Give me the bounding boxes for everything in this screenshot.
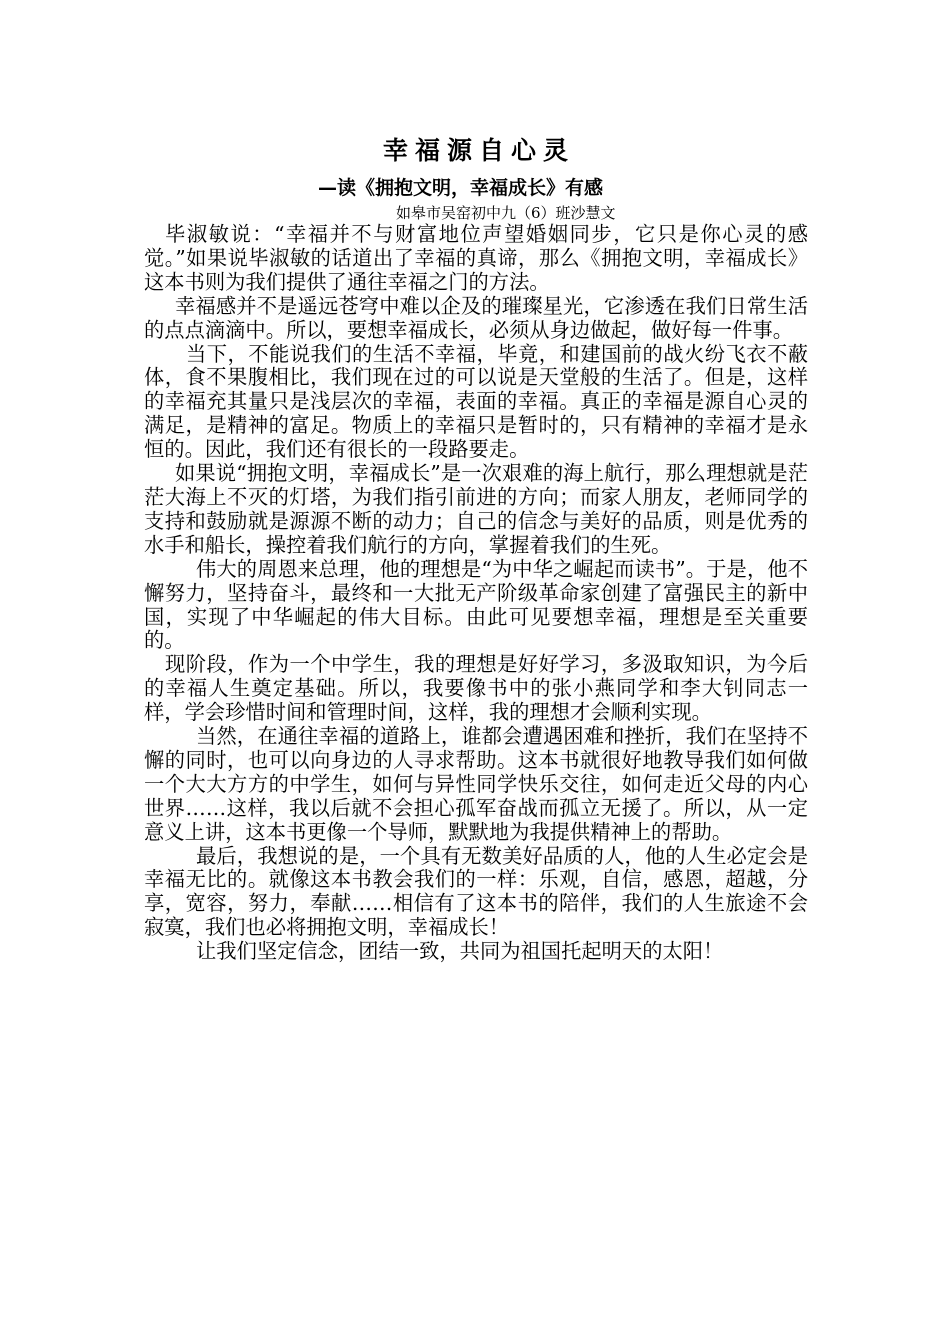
paragraph: 当然，在通往幸福的道路上，谁都会遭遇困难和挫折，我们在坚持不懈的同时，也可以向身边的人寻求帮助。这本书就很好地教导我们如何做一个大大方方的中学生，如何与异性同学快乐交往，如何走近父母的内心世界……这样，我以后就不会担心孤军奋战而孤立无援了。所以，从一定意义上讲，这本书更像一个导师，默默地为我提供精神上的帮助。 — [144, 724, 808, 844]
essay-author: 如皋市吴窑初中九（6）班沙慧文 — [396, 204, 616, 222]
paragraph: 当下，不能说我们的生活不幸福，毕竟，和建国前的战火纷飞衣不蔽体，食不果腹相比，我们现在过的可以说是天堂般的生活了。但是，这样的幸福充其量只是浅层次的幸福，表面的幸福。真正的幸福是源自心灵的满足，是精神的富足。物质上的幸福只是暂时的，只有精神的幸福才是永恒的。因此，我们还有很长的一段路要走。 — [144, 341, 808, 462]
paragraph: 如果说“拥抱文明，幸福成长”是一次艰难的海上航行，那么理想就是茫茫大海上不灭的灯塔，为我们指引前进的方向；而家人朋友，老师同学的支持和鼓励就是源源不断的动力；自己的信念与美好的品质，则是优秀的水手和船长，操控着我们航行的方向，掌握着我们的生死。 — [144, 461, 808, 557]
paragraph: 伟大的周恩来总理，他的理想是“为中华之崛起而读书”。于是，他不懈努力，坚持奋斗，最终和一大批无产阶级革命家创建了富强民主的新中国，实现了中华崛起的伟大目标。由此可见要想幸福，理想是至关重要的。 — [144, 556, 808, 653]
essay-body — [144, 223, 808, 964]
paragraph: 最后，我想说的是，一个具有无数美好品质的人，他的人生必定会是幸福无比的。就像这本书教会我们的一样：乐观，自信，感恩，超越，分享，宽容，努力，奉献……相信有了这本书的陪伴，我们的人生旅途不会寂寞，我们也必将拥抱文明，幸福成长！ — [144, 843, 808, 940]
paragraph: 现阶段，作为一个中学生，我的理想是好好学习，多汲取知识，为今后的幸福人生奠定基础。所以，我要像书中的张小燕同学和李大钊同志一样，学会珍惜时间和管理时间，这样，我的理想才会顺利实现。 — [144, 652, 808, 725]
essay-title: 幸福源自心灵 — [382, 136, 575, 165]
paragraph: 毕淑敏说：“幸福并不与财富地位声望婚姻同步，它只是你心灵的感觉。”如果说毕淑敏的话道出了幸福的真谛，那么《拥抱文明，幸福成长》这本书则为我们提供了通往幸福之门的方法。 — [144, 222, 808, 294]
paragraph: 幸福感并不是遥远苍穹中难以企及的璀璨星光，它渗透在我们日常生活的点点滴滴中。所以，要想幸福成长，必须从身边做起，做好每一件事。 — [144, 293, 808, 342]
essay-subtitle: —读《拥抱文明，幸福成长》有感 — [318, 177, 604, 199]
paragraph: 让我们坚定信念，团结一致，共同为祖国托起明天的太阳！ — [196, 939, 724, 964]
